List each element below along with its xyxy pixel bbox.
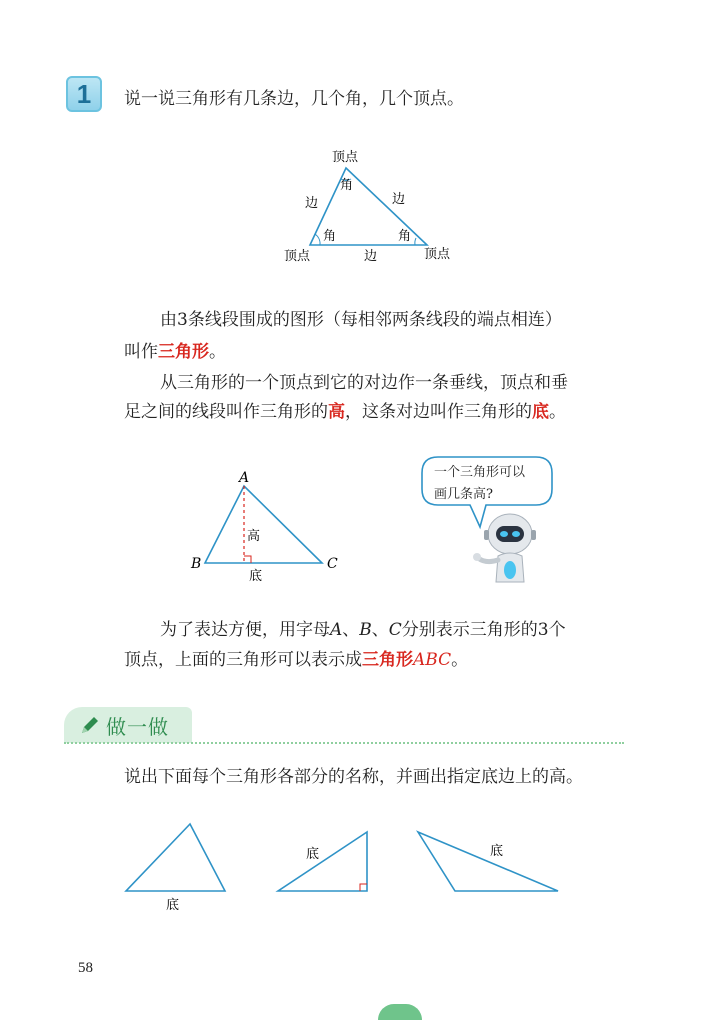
practice-base-label-2: 底 [306,847,320,862]
page-number: 58 [78,960,93,976]
angle-label-top: 角 [340,178,354,193]
vertex-label-right: 顶点 [424,247,451,262]
practice-instruction: 说出下面每个三角形各部分的名称，并画出指定底边上的高。 [124,767,583,787]
vertex-label-top: 顶点 [332,150,359,165]
height-def-line-2: 足之间的线段叫作三角形的高，这条对边叫作三角形的底。 [124,402,566,422]
practice-triangle-1 [120,818,232,914]
side-label-bottom: 边 [364,249,378,264]
term-triangle: 三角形 [158,342,209,362]
height-def-line-1: 从三角形的一个顶点到它的对边作一条垂线，顶点和垂 [160,373,568,393]
notation-line-2: 顶点，上面的三角形可以表示成三角形ABC。 [124,650,469,670]
label-A: A [239,470,250,486]
label-C: C [327,556,338,572]
pencil-icon [78,715,100,737]
term-base: 底 [532,402,549,422]
practice-title: 做一做 [106,717,169,739]
triangle-abc-shape [205,486,322,563]
bubble-line-1: 一个三角形可以 [434,465,526,480]
side-label-right: 边 [392,192,406,207]
robot-icon [470,508,550,584]
side-label-left: 边 [305,196,319,211]
term-triangle-abc: 三角形 [362,650,413,670]
figure-triangle-abc [185,465,355,590]
term-height: 高 [328,402,345,422]
practice-base-label-3: 底 [490,844,504,859]
right-angle-mark [244,556,251,563]
definition-line-1: 由3条线段围成的图形（每相邻两条线段的端点相连） [160,310,562,330]
vertex-label-left: 顶点 [284,249,311,264]
right-angle-arc [415,238,416,245]
bubble-line-2: 画几条高? [434,487,493,502]
angle-label-left: 角 [323,229,337,244]
notation-line-1: 为了表达方便，用字母A、B、C分别表示三角形的3个 [160,620,566,640]
practice-base-label-1: 底 [166,898,180,913]
label-B: B [191,556,202,572]
angle-label-right: 角 [398,229,412,244]
section-question: 说一说三角形有几条边，几个角，几个顶点。 [124,89,464,109]
practice-triangle-2 [270,826,374,898]
base-label: 底 [249,569,263,584]
definition-line-2: 叫作三角形。 [124,342,226,362]
practice-triangle-3 [414,826,564,898]
practice-divider [64,742,624,744]
section-number-badge: 1 [66,76,102,112]
bottom-decoration [378,1004,422,1020]
figure-triangle-parts [270,140,470,270]
height-label: 高 [247,529,261,544]
left-angle-arc [315,234,320,245]
